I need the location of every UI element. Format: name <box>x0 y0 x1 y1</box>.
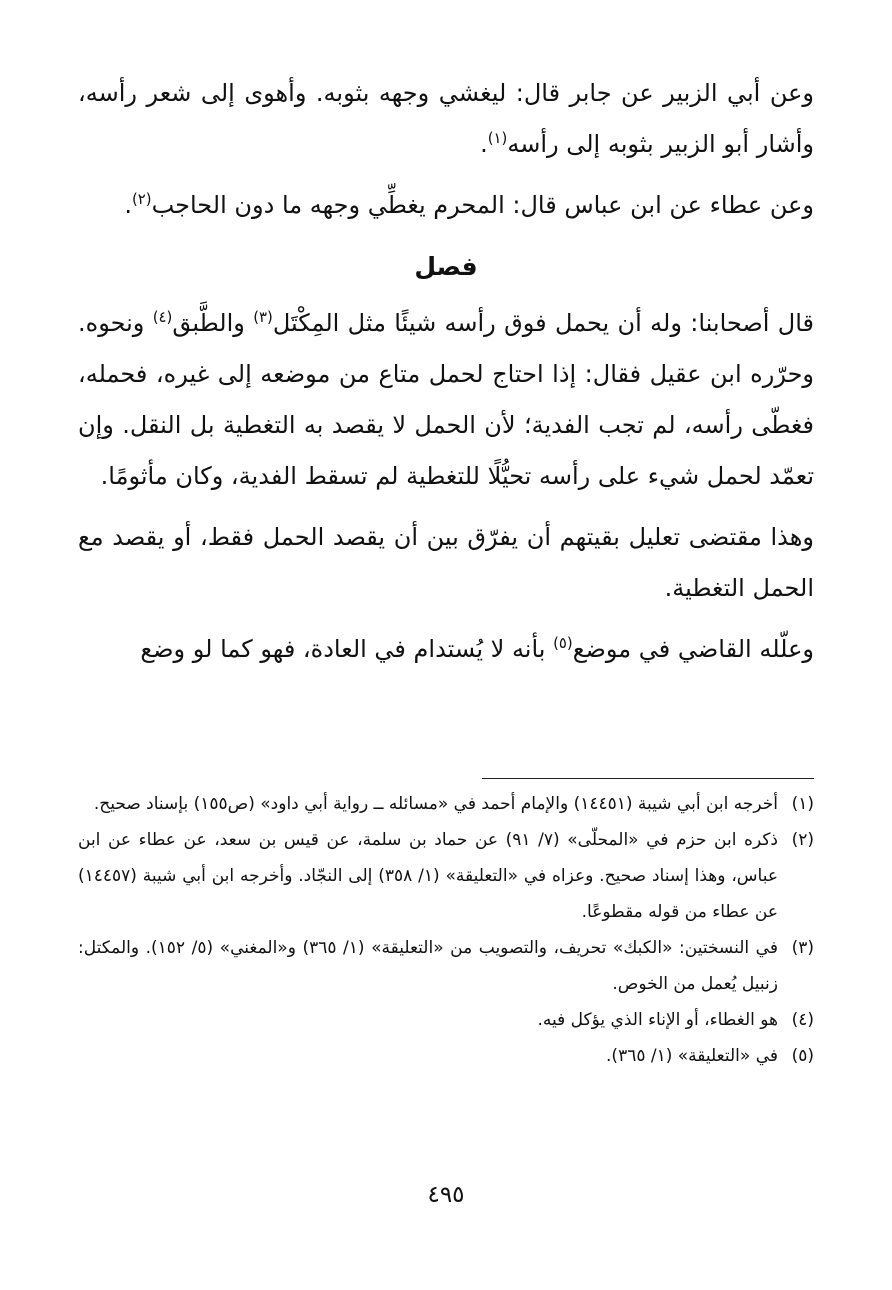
footnote-text: في النسختين: «الكبك» تحريف، والتصويب من «التعليقة» (١/ ٣٦٥) و«المغني» (٥/ ١٥٢). والمكتل: زنبيل يُعمل من الخوص. <box>78 938 778 994</box>
paragraph-text: بأنه لا يُستدام في العادة، فهو كما لو وضع <box>140 635 554 663</box>
paragraph: وهذا مقتضى تعليل بقيتهم أن يفرّق بين أن يقصد الحمل فقط، أو يقصد مع الحمل التغطية. <box>78 523 814 602</box>
paragraph-text: وعلّله القاضي في موضع <box>572 635 814 663</box>
punctuation: . <box>480 130 488 158</box>
paragraph <box>78 180 814 231</box>
footnote-ref: (٣) <box>253 307 273 326</box>
section-heading: فصل <box>414 252 478 281</box>
footnotes <box>78 786 814 1074</box>
footnote-ref: (٢) <box>131 189 152 208</box>
footnote-ref: (١) <box>487 128 508 147</box>
paragraph <box>78 624 814 675</box>
main-text <box>78 68 814 685</box>
footnote <box>78 822 814 930</box>
footnote-separator <box>482 778 814 779</box>
footnote-ref: (٤) <box>152 307 173 326</box>
punctuation: . <box>124 191 132 219</box>
paragraph <box>78 68 814 170</box>
footnote-number: (٢) <box>791 830 814 850</box>
paragraph-text: والطَّبق <box>172 309 254 337</box>
page-number: ٤٩٥ <box>427 1182 465 1208</box>
footnote <box>78 786 814 822</box>
paragraph-text: قال أصحابنا: وله أن يحمل فوق رأسه شيئًا مثل المِكْتَل <box>272 309 814 337</box>
footnote-number: (٣) <box>791 938 814 958</box>
footnote <box>78 930 814 1002</box>
paragraph-text: ونحوه. وحرّره ابن عقيل فقال: إذا احتاج لحمل متاع من موضعه إلى غيره، فحمله، فغطّى رأسه، لم تجب الفدية؛ لأن الحمل لا يقصد به التغطية بل النقل. وإن تعمّد لحمل شيء على رأسه تحيُّلًا للتغطية لم تسقط الفدية، وكان مأثومًا. <box>78 309 814 490</box>
footnote-number: (٥) <box>791 1046 814 1066</box>
footnote-text: أخرجه ابن أبي شيبة (١٤٤٥١) والإمام أحمد في «مسائله ــ رواية أبي داود» (ص١٥٥) بإسناد صحيح. <box>93 794 778 814</box>
footnote-number: (١) <box>791 794 814 814</box>
footnote-text: ذكره ابن حزم في «المحلّى» (٧/ ٩١) عن حماد بن سلمة، عن قيس بن سعد، عن عطاء عن ابن عباس، وهذا إسناد صحيح. وعزاه في «التعليقة» (١/ ٣٥٨) إلى النجّاد. وأخرجه ابن أبي شيبة (١٤٤٥٧) عن عطاء من قوله مقطوعًا. <box>78 830 779 922</box>
footnote-text: في «التعليقة» (١/ ٣٦٥). <box>606 1046 778 1066</box>
footnote <box>78 1038 814 1074</box>
footnote-text: هو الغطاء، أو الإناء الذي يؤكل فيه. <box>537 1010 778 1030</box>
footnote <box>78 1002 814 1038</box>
paragraph-text: وعن عطاء عن ابن عباس قال: المحرم يغطِّي وجهه ما دون الحاجب <box>151 191 814 219</box>
footnote-ref: (٥) <box>553 633 573 652</box>
paragraph <box>78 298 814 502</box>
footnote-number: (٤) <box>791 1010 814 1030</box>
paragraph-text: وعن أبي الزبير عن جابر قال: ليغشي وجهه بثوبه. وأهوى إلى شعر رأسه، وأشار أبو الزبير بثوبه إلى رأسه <box>78 79 814 158</box>
